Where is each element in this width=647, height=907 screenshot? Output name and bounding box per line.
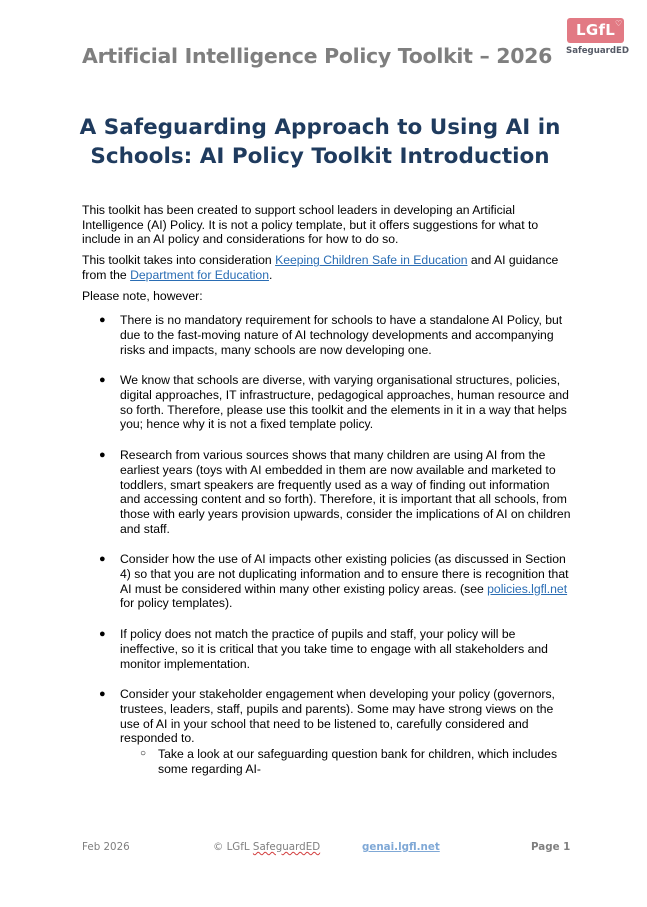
bullet-list	[82, 313, 572, 776]
dfe-link[interactable]: Department for Education	[130, 267, 269, 282]
document-title-line1: A Safeguarding Approach to Using AI in	[79, 115, 561, 140]
kcsie-link[interactable]: Keeping Children Safe in Education	[275, 253, 468, 268]
list-item-text: If policy does not match the practice of pupils and staff, your policy will be ineffective, so it is critical that you take time to engage with all stakeholders and monitor implementation.	[120, 627, 548, 671]
guidance-text-c: .	[268, 267, 273, 282]
document-title	[60, 113, 580, 171]
note-paragraph: Please note, however:	[82, 288, 203, 303]
footer-copyright	[213, 841, 320, 853]
document-title-line2: Schools: AI Policy Toolkit Introduction	[90, 144, 550, 169]
bullet-icon: ●	[99, 314, 106, 327]
footer-date: Feb 2026	[82, 841, 130, 853]
footer-link[interactable]: genai.lgfl.net	[362, 841, 440, 853]
logo-subtitle: SafeguardED	[566, 46, 630, 56]
sub-list-item	[120, 747, 572, 776]
logo-text: LGfL	[576, 21, 616, 39]
intro-paragraph: This toolkit has been created to support school leaders in developing an Artificial Intelligence (AI) Policy. It is not a policy template, but it offers suggestions for what to include in an AI policy and considerations for how to do so.	[82, 203, 539, 247]
list-item-text: There is no mandatory requirement for schools to have a standalone AI Policy, but due to the fast-moving nature of AI technology developments and accompanying risks and impacts, many schools are now developing one.	[120, 313, 563, 357]
sub-bullet-list	[120, 747, 572, 776]
list-item-text: Research from various sources shows that many children are using AI from the earliest years (toys with AI embedded in them are now available and marketed to toddlers, smart speakers are frequently used as a way of finding out information and accessing content and so forth). Therefore, it is important that all schools, from those with early years provision upwards, consider the implications of AI on children and staff.	[120, 448, 571, 536]
bullet-icon: ●	[99, 628, 106, 641]
list-item-text: We know that schools are diverse, with varying organisational structures, policies, digital approaches, IT infrastructure, pedagogical approaches, human resource and so forth. Therefore, please use this toolkit and the elements in it in a way that helps you; hence why it is not a fixed template policy.	[120, 373, 569, 432]
bullet-icon: ●	[99, 553, 106, 566]
footer-copyright-brand: SafeguardED	[252, 841, 321, 853]
bullet-icon: ●	[99, 374, 106, 387]
bullet-icon: ●	[99, 688, 106, 701]
list-item	[82, 448, 572, 536]
bullet-icon: ●	[99, 449, 106, 462]
sub-list-item-text: Take a look at our safeguarding question bank for children, which includes some regarding AI-	[158, 747, 558, 776]
list-item	[82, 373, 572, 432]
list-item	[82, 627, 572, 671]
page-number: Page 1	[531, 841, 571, 853]
guidance-text-a: This toolkit takes into consideration	[82, 253, 276, 268]
document-body	[82, 203, 572, 793]
list-item-text: Consider your stakeholder engagement when developing your policy (governors, trustees, leaders, staff, pupils and parents). Some may have strong views on the use of AI in your school that need to be listened to, carefully considered and responded to.	[120, 687, 555, 746]
heart-icon: ♡	[615, 19, 623, 28]
list-item	[82, 552, 572, 611]
footer-copyright-prefix: © LGfL	[213, 841, 253, 853]
list-item	[82, 313, 572, 357]
policies-link[interactable]: policies.lgfl.net	[487, 581, 568, 596]
list-item	[82, 687, 572, 776]
logo-badge	[567, 18, 624, 43]
lgfl-logo	[566, 18, 630, 58]
guidance-text-b: and AI guidance from the	[82, 253, 559, 282]
list-item-text-b: for policy templates).	[120, 596, 233, 611]
circle-bullet-icon: ○	[140, 748, 147, 760]
list-item-text-a: Consider how the use of AI impacts other existing policies (as discussed in Section 4) so that you are not duplicating information and to ensure there is recognition that AI must be considered within many other existing policy areas. (see	[120, 552, 569, 596]
header-title: Artificial Intelligence Policy Toolkit – 2026	[82, 44, 553, 68]
guidance-paragraph	[82, 253, 572, 282]
